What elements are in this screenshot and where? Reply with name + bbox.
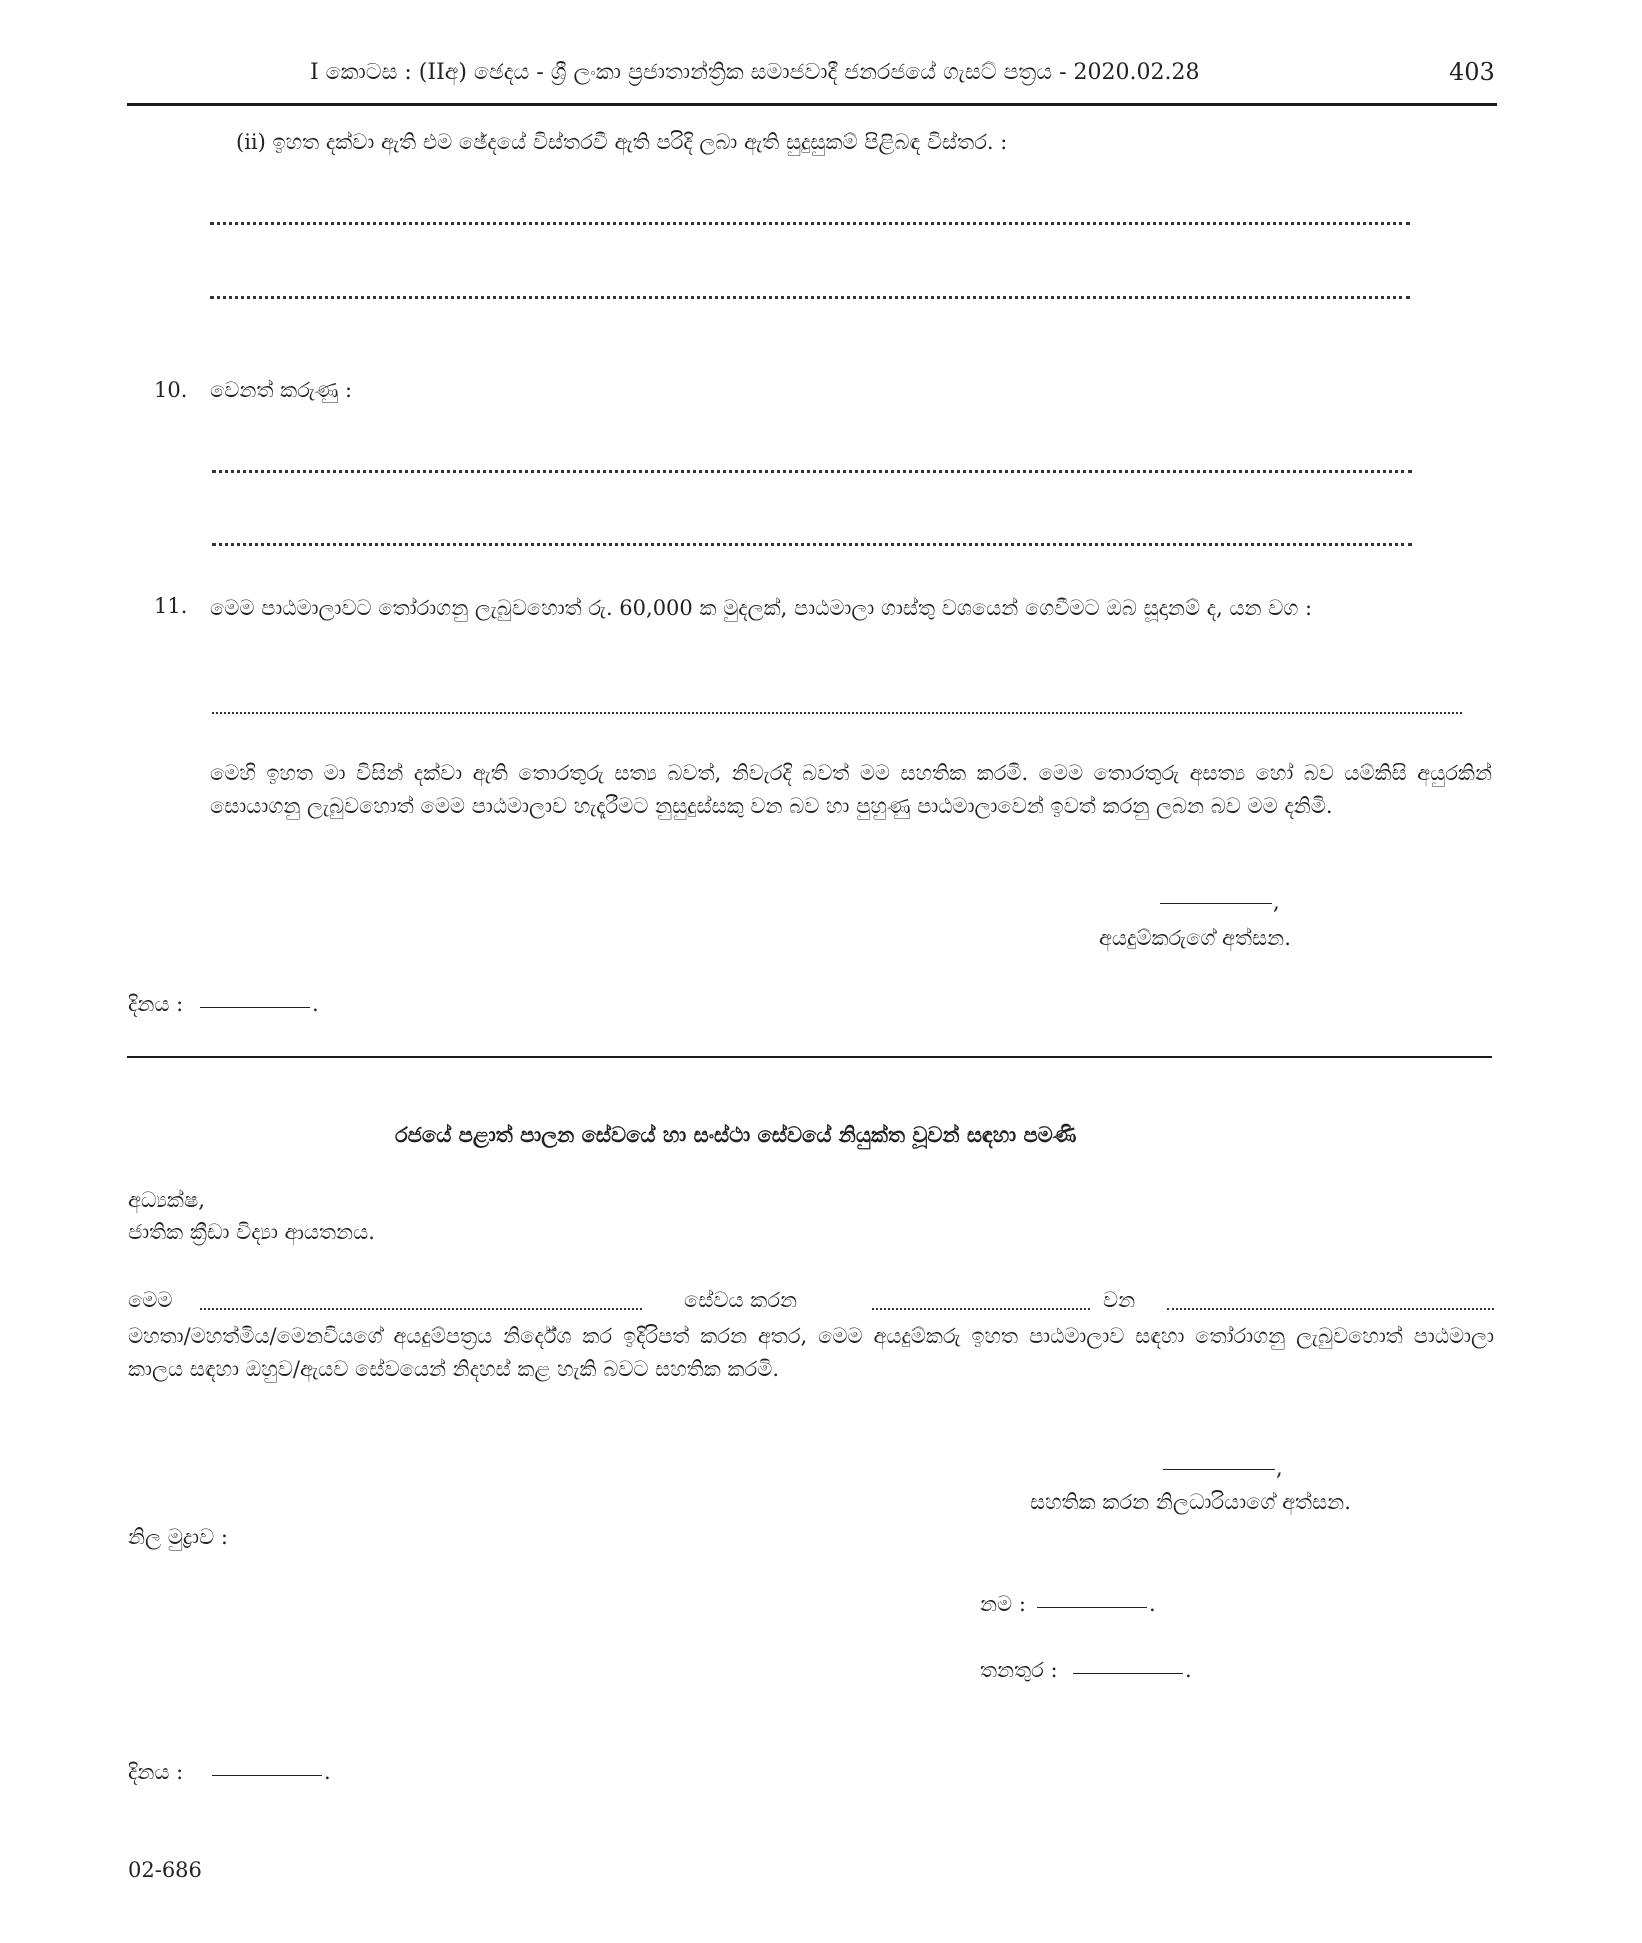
applicant-signature-label: අයදුම්කරුගේ අත්සන. <box>1099 926 1291 950</box>
official-stamp-label: නිල මුද්‍රාව : <box>128 1525 228 1549</box>
page-number: 403 <box>1449 58 1495 86</box>
official-section-heading: රජයේ පළාත් පාලන සේවයේ හා සංස්ථා සේවයේ නියුක්ත වූවන් සඳහා පමණි <box>395 1122 1077 1147</box>
applicant-signature-line[interactable] <box>1160 903 1272 904</box>
official-date-period: . <box>324 1760 331 1784</box>
item10-number: 10. <box>154 378 188 402</box>
officer-designation-line[interactable] <box>1073 1673 1183 1674</box>
addressee-line-2: ජාතික ක්‍රීඩා විද්‍යා ආයතනය. <box>128 1220 375 1244</box>
officer-signature-line[interactable] <box>1163 1469 1275 1470</box>
applicant-date-period: . <box>312 992 319 1016</box>
applicant-date-line[interactable] <box>200 1007 310 1008</box>
item11-label: මෙම පාඨමාලාවට තෝරාගනු ලැබුවහොත් රු. 60,000 ක මුදලක්, පාඨමාලා ගාස්තු වශයෙන් ගෙවීමට ඔබ සූදානම් ද, යන වග : <box>210 596 1313 620</box>
header-rule <box>127 103 1497 106</box>
applicant-signature-comma: , <box>1273 890 1280 914</box>
applicant-date-label: දිනය : <box>128 992 184 1016</box>
certification-text: මහතා/මහත්මිය/මෙනවියගේ අයදුම්පත්‍රය නිර්දේශ කර ඉදිරිපත් කරන අතර, මෙම අයදුම්කරු ඉහත පාඨමාලාව සඳහා තෝරාගනු ලැබුවහොත් පාඨමාලා කාලය සඳහා ඔහුව/ඇයව සේවයෙන් නිදහස් කළ හැකි බවට සහතික කරමි. <box>128 1324 1494 1381</box>
official-date-line[interactable] <box>212 1775 322 1776</box>
gazette-header-title: I කොටස : (IIඅ) ඡෙදය - ශ්‍රී ලංකා ප්‍රජාතාන්ත්‍රික සමාජවාදී ජනරජයේ ගැසට් පත්‍රය - 2020.02.28 <box>310 60 1200 85</box>
officer-designation-period: . <box>1185 1658 1192 1682</box>
answer-line-11[interactable] <box>212 712 1462 714</box>
cert-word-3: වන <box>1103 1288 1136 1312</box>
item10-label: වෙනත් කරුණු : <box>210 378 353 402</box>
cert-word-2: සේවය කරන <box>684 1288 798 1312</box>
officer-signature-label: සහතික කරන නිලධාරියාගේ අත්සන. <box>1030 1490 1351 1514</box>
officer-name-label: නම : <box>980 1592 1026 1616</box>
section-divider <box>127 1056 1492 1058</box>
item11-number: 11. <box>154 594 188 618</box>
item-ii-label: (ii) ඉහත දක්වා ඇති එම ඡේදයේ විස්තරවී ඇති පරිදි ලබා ඇති සුදුසුකම් පිළිබඳ විස්තර. : <box>236 130 1008 154</box>
addressee-line-1: අධ්‍යක්ෂ, <box>128 1188 205 1212</box>
answer-line-ii-2[interactable] <box>210 296 1410 299</box>
answer-line-10-1[interactable] <box>212 470 1412 473</box>
cert-word-1: මෙම <box>128 1288 173 1312</box>
officer-name-line[interactable] <box>1037 1607 1147 1608</box>
answer-line-10-2[interactable] <box>212 543 1412 546</box>
footer-code: 02-686 <box>128 1858 202 1882</box>
cert-field-service[interactable] <box>872 1308 1090 1310</box>
officer-signature-comma: , <box>1276 1456 1283 1480</box>
cert-field-name[interactable] <box>200 1308 642 1310</box>
declaration-text: මෙහි ඉහත මා විසින් දක්වා ඇති තොරතුරු සත්‍ය බවත්, නිවැරදි බවත් මම සහතික කරමි. මෙම තොරතුරු අසත්‍ය හෝ බව යම්කිසි අයුරකින් සොයාගනු ලැබුවහොත් මෙම පාඨමාලාව හැදෑරීමට නුසුදුස්සකු වන බව හා පුහුණු පාඨමාලාවෙන් ඉවත් කරනු ලබන බව මම දනිමි. <box>210 761 1492 818</box>
official-date-label: දිනය : <box>128 1760 184 1784</box>
cert-field-post[interactable] <box>1167 1308 1494 1310</box>
answer-line-ii-1[interactable] <box>210 222 1410 225</box>
officer-name-period: . <box>1149 1592 1156 1616</box>
officer-designation-label: තනතුර : <box>980 1658 1058 1682</box>
